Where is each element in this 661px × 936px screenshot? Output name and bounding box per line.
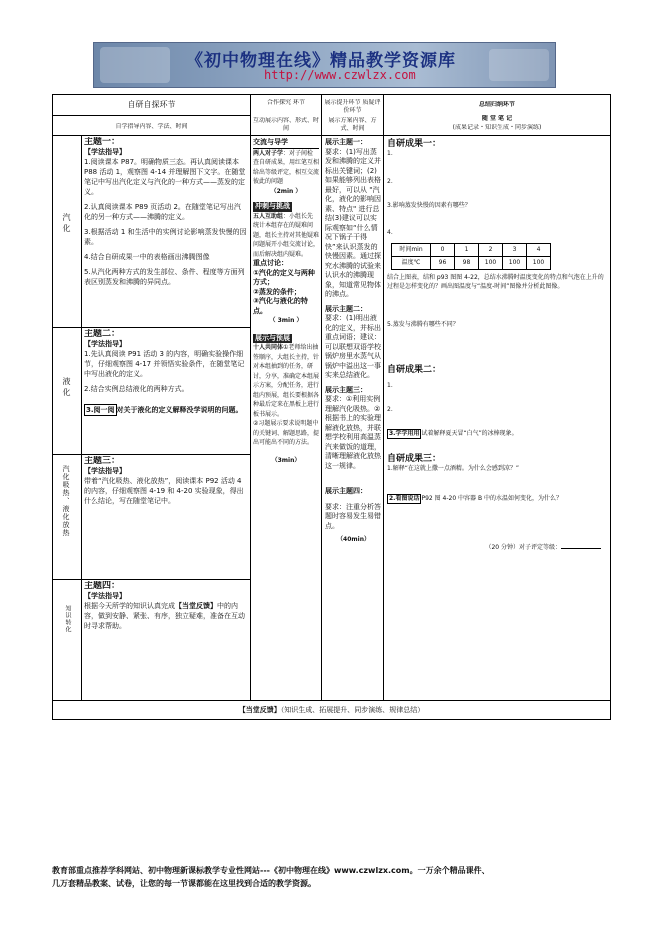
topic-4-para: 根据今天所学的知识认真完成	[84, 602, 175, 610]
result-1-item: 1.	[387, 150, 393, 157]
topic-4-guide: 【学法指导】	[84, 592, 126, 600]
feedback-title: 【当堂反馈】	[238, 706, 281, 714]
result-2-title: 自研成果二：	[387, 364, 442, 375]
collab-discussion-item: ③汽化与液化的特点。	[253, 297, 308, 315]
table-cell: 2	[479, 244, 503, 257]
result-1-question: 结合上图表，结和 p93 图图 4-22，总结水沸腾时温度变化的特点和气泡在上升的过程是怎样变化的？画出图温度与“温度-时间”图像并分析此图像。	[387, 274, 604, 290]
topic-2-para: 1.先认真阅读 P91 活动 3 的内容，明确实验操作细节，仔细观察图 4-17 并领悟实验条件，在随堂笔记中写出液化的定义。	[84, 350, 245, 378]
header-banner	[93, 42, 556, 88]
table-cell: 100	[503, 257, 527, 270]
show-topic-title: 展示主题三：	[325, 385, 367, 394]
read-box: 3.阅一阅	[86, 406, 115, 414]
label-heat-transfer: 汽化吸热、液化放热	[62, 465, 70, 537]
topic-2-guide: 【学法指导】	[84, 340, 126, 348]
temperature-table	[391, 243, 551, 270]
result-1-item: 5.蒸发与沸腾有哪些不同？	[387, 321, 459, 328]
show-requirement: 要求：(1)明出液化的定义，并标出重点词语；建议：可以联想双语学校锅炉房里水蒸气从锅炉中溢出这一事实来总结液化。	[325, 314, 381, 379]
topic-2-para: 2.结合实例总结液化的两种方式。	[84, 385, 189, 393]
result-1-title: 自研成果一：	[387, 139, 442, 149]
lesson-table	[52, 94, 611, 720]
topic-1-guide: 【学法指导】	[84, 148, 126, 156]
topic-2	[84, 329, 247, 453]
result-3-item: P92 图 4-20 中容器 B 中的水温如何变化，为什么？	[421, 494, 562, 502]
collab-text: ②习题展示要求说明题中的关键词、解题思路，提出可能出不同的方法。	[253, 420, 319, 446]
collab-discussion-item: ②蒸发的条件；	[253, 287, 301, 296]
collab-heading: 交流与导学	[253, 138, 319, 149]
col2-subtitle: 互动展示内容、形式、时间	[252, 117, 319, 132]
topic-4	[84, 581, 247, 699]
result-2-item: 1.	[387, 381, 393, 389]
show-requirement: 要求：(1)写出蒸发和沸腾的定义并标出关键词；(2)如果能够列出表格最好，可以从 "汽化，液化的影响因素、特点" 进行总结(3)建议可以实际观察如“什么情况下锅子干得快”来认识蒸发的快慢因素。通过探究水沸腾的试验来认识水的沸腾现象，知道常见物体的沸点。	[325, 147, 381, 298]
label-liquefaction: 液化	[62, 377, 71, 399]
collab-heading: 重点讨论：	[253, 259, 288, 267]
collab-text: ①老师给出抽签顺序，大组长主持，针对本组抽到的任务，研讨，分享，准确定本组展示方案，分配任务，进行组内预展，组长要根据各种最后定来在黑板上进行板书展示。	[253, 344, 319, 418]
topic-4-feedback-ref: 【当堂反馈】	[175, 602, 217, 610]
show-column	[325, 138, 382, 698]
collab-text: 小组长先统计本组存在的疑难问题，组长主持对其他疑难问题展开小组交流讨论，而后解决组内疑难。	[253, 212, 319, 258]
table-cell: 1	[455, 244, 479, 257]
banner-title: 《初中物理在线》精品教学资源库	[186, 51, 456, 71]
learn-use-box: 3.学学用用	[387, 429, 421, 440]
result-2-item: 试着解释夏天冒“白气”的冰棒现象。	[421, 429, 518, 437]
label-vaporization: 汽化	[62, 213, 71, 235]
topic-4-para: 中的内容，做到安静、紧张、有序，独立疑难，准备在互动时寻求帮助。	[84, 602, 245, 630]
collab-label: 十人共同体	[253, 344, 284, 351]
topic-1-para: 4.结合自研成果一中的表格画出沸腾图像	[84, 253, 210, 261]
collab-time: （2min ）	[270, 187, 302, 195]
topic-3-para: 带着“汽化吸热、液化放热”，阅读课本 P92 活动 4 的内容，仔细观察图 4-19 和 4-20 实验现象，得出什么结论，写在随堂笔记中。	[84, 477, 244, 505]
show-requirement: 要求：①利用实例理解汽化吸热。②根据书上的实验理解液化放热，并联想学校利用高温蒸汽来做饭的道理，清晰理解液化放热这一规律。	[325, 395, 381, 470]
col1-title: 自研自探环节	[127, 100, 176, 109]
table-cell: 3	[503, 244, 527, 257]
collab-label: 五人互助组	[253, 212, 284, 220]
footer-line: 几万套精品教案、试卷，让您的每一节课都能在这里找到合适的教学资源。	[52, 879, 316, 888]
collab-heading: 冲刺与挑战	[255, 202, 290, 210]
topic-1	[84, 137, 247, 325]
page-footer	[52, 864, 612, 890]
col3-title: 展示提升环节 质疑评价环节	[324, 99, 381, 114]
topic-1-para: 2.认真阅读课本 P89 页活动 2。在随堂笔记写出汽化的另一种方式——沸腾的定义。	[84, 203, 241, 221]
footer-line: 教育部重点推荐学科网站、初中物理新课标教学专业性网站---《初中物理在线》www.czwlzx.com。一万余个精品课件、	[52, 866, 490, 875]
col4-subtitle-desc: (成果记录・知识生成・同步演练)	[452, 124, 542, 131]
show-requirement: 要求：注重分析答题时容易发生易错点。	[325, 502, 381, 530]
collab-column: 交流与导学 两人对子学：对子间检查自研成果，用红笔互相给出等级评定，相互交流彼此的问题 （2min ） 冲刺与挑战 五人互助组：小组长先统计本组存在的疑难问题，组长主持对其他疑难问题展开小组交流讨论，而后解决组内疑难。 重点讨论： ①汽化的定义与两种方式； ②蒸发的条件； ③汽化与液化的特点。 （ 3min ） 展示与预展 十人共同体①老师给出抽签顺序，大组长主持，针对本组抽到的任务，研讨，分享，准确定本组展示方案，分配任务，进行组内预展，组长要根据各种最后定来在黑板上进行板书展示。 ②习题展示要求说明题中的关键词、解题思路，提出可能出不同的方法。 （3min）	[253, 138, 319, 464]
show-topic-title: 展示主题四：	[325, 487, 367, 495]
banner-decoration-left	[100, 47, 170, 83]
topic-2-title: 主题二：	[84, 329, 121, 339]
table-header-cell: 时间min	[392, 244, 431, 257]
feedback-desc: （知识生成、拓展提升、同步演练、规律总结）	[280, 706, 425, 714]
result-1-item: 4.	[387, 228, 393, 236]
banner-url[interactable]: http://www.czwlzx.com	[264, 68, 416, 82]
topic-1-title: 主题一：	[84, 137, 121, 147]
col1-subtitle: 自学指导内容、学法、时间	[115, 123, 188, 130]
result-1-item: 3.影响蒸发快慢的因素有哪些？	[387, 202, 471, 209]
result-3-item: 1.解释“在这就上撒一点酒精。为什么会感到凉？”	[387, 465, 519, 472]
topic-4-title: 主题四：	[84, 581, 121, 591]
collab-label: 两人对子学	[253, 149, 284, 157]
show-topic-title: 展示主题二：	[325, 304, 367, 313]
col4-title: 总结归纳环节	[478, 101, 515, 108]
label-knowledge-transfer: 知识转化	[64, 605, 71, 633]
banner-decoration-right	[489, 49, 549, 81]
topic-2-para: 对关于液化的定义解释没学说明的问题。	[116, 406, 243, 414]
collab-discussion-item: ①汽化的定义与两种方式；	[253, 268, 315, 286]
topic-1-para: 3.根据活动 1 和生活中的实例讨论影响蒸发快慢的因素。	[84, 228, 247, 246]
collab-text: 对子间检查自研成果，用红笔互相给出等级评定，相互交流彼此的问题	[253, 149, 319, 185]
topic-3	[84, 456, 247, 578]
table-cell: 100	[479, 257, 503, 270]
topic-1-para: 5.从汽化两种方式的发生部位、条件、程度等方面列表区别蒸发和沸腾的异同点。	[84, 268, 245, 286]
score-blank[interactable]	[561, 548, 601, 549]
result-1-item: 2.	[387, 178, 393, 185]
collab-time: （ 3min ）	[269, 317, 303, 324]
topic-1-para: 1.阅读课本 P87。明确物质三态。再认真阅读课本 P88 活动 1，观察图 4-14 并理解图下文字。在随堂笔记中写出汽化定义与汽化的一种方式——蒸发的定义。	[84, 158, 246, 196]
table-cell: 96	[431, 257, 455, 270]
table-header-cell: 温度℃	[392, 257, 431, 270]
table-cell: 0	[431, 244, 455, 257]
table-cell: 100	[527, 257, 551, 270]
table-cell: 98	[455, 257, 479, 270]
col4-subtitle-notes: 随 堂 笔 记	[481, 115, 513, 122]
table-cell: 4	[527, 244, 551, 257]
show-time: （40min）	[337, 536, 370, 543]
picture-talk-box: 2.看图说话	[387, 494, 421, 505]
col2-title: 合作探究 环节	[267, 99, 305, 106]
col3-subtitle: 展示方案内容、方式、时间	[328, 117, 377, 132]
topic-3-guide: 【学法指导】	[84, 467, 126, 475]
collab-heading: 展示与预展	[255, 333, 290, 342]
collab-time: （3min）	[271, 456, 301, 464]
notes-column	[387, 138, 607, 698]
result-2-item: 2.	[387, 406, 393, 413]
feedback-row	[53, 703, 610, 717]
topic-3-title: 主题三：	[84, 456, 121, 466]
score-label: （20 分钟）对子评定等级：	[485, 544, 561, 551]
result-3-title: 自研成果三：	[387, 454, 442, 464]
show-topic-title: 展示主题一：	[325, 138, 367, 146]
